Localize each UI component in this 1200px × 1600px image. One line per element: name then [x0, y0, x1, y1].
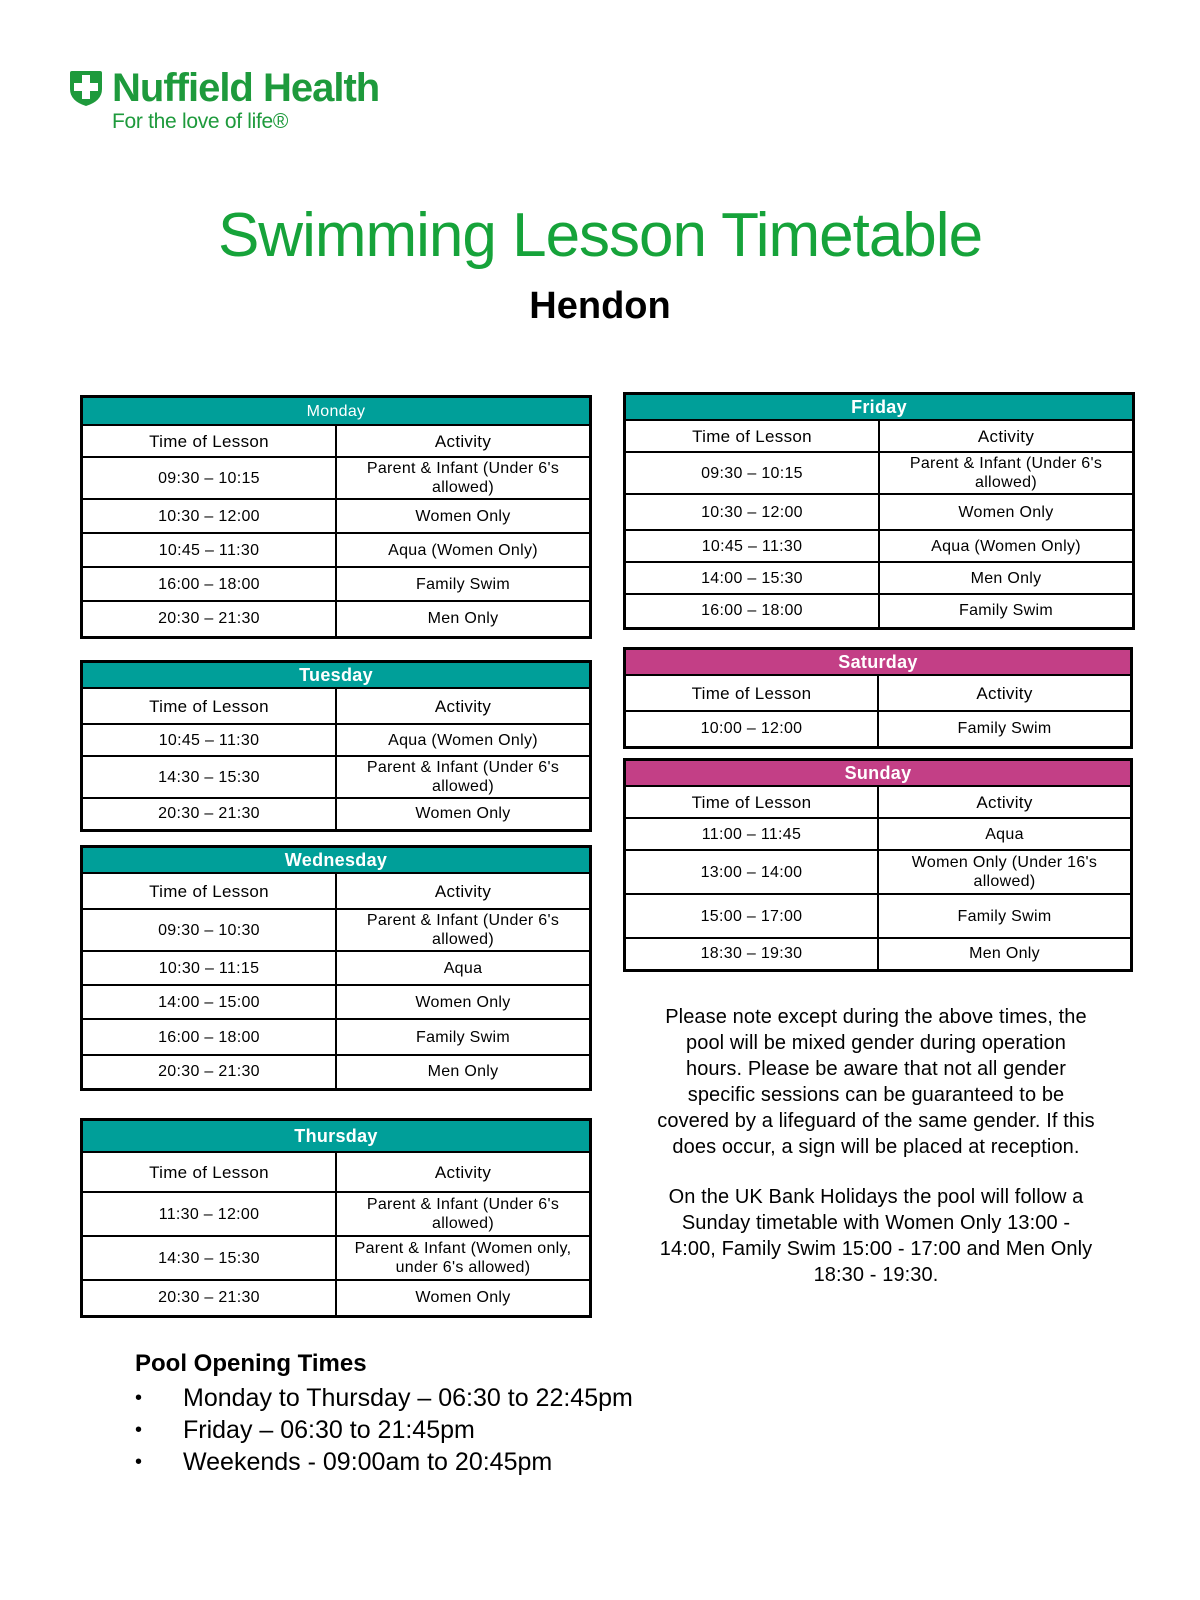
- lesson-time: 13:00 – 14:00: [625, 850, 879, 894]
- bullet-icon: •: [135, 1451, 143, 1473]
- lesson-time: 20:30 – 21:30: [82, 798, 337, 830]
- lesson-activity: Parent & Infant (Under 6's allowed): [336, 1192, 591, 1236]
- thursday-table: [80, 1118, 592, 1318]
- day-header: Friday: [625, 394, 1134, 421]
- table-row: [82, 951, 591, 985]
- opening-time-text: Friday – 06:30 to 21:45pm: [183, 1416, 475, 1444]
- day-header: Tuesday: [82, 662, 591, 689]
- mixed-gender-note: Please note except during the above times, the pool will be mixed gender during operation hours. Please be aware that not all gender specific sessions can be guaranteed to be covered by a lifeguard of the same gender. If this does occur, a sign will be placed at reception.: [657, 1006, 1095, 1158]
- lesson-time: 16:00 – 18:00: [82, 567, 337, 601]
- lesson-activity: Women Only: [336, 985, 591, 1019]
- lesson-activity: Parent & Infant (Under 6's allowed): [336, 756, 591, 798]
- page-subtitle: Hendon: [529, 285, 671, 327]
- table-row: [625, 850, 1132, 894]
- lesson-activity: Men Only: [879, 562, 1134, 594]
- lesson-time: 10:30 – 12:00: [625, 494, 880, 530]
- lesson-activity: Aqua (Women Only): [879, 530, 1134, 562]
- table-row: [625, 494, 1134, 530]
- column-header-activity: Activity: [879, 420, 1134, 452]
- lesson-activity: Women Only: [336, 798, 591, 830]
- lesson-activity: Family Swim: [878, 711, 1132, 747]
- monday-table: [80, 395, 592, 639]
- table-row: [625, 711, 1132, 747]
- lesson-time: 14:30 – 15:30: [82, 756, 337, 798]
- table-row: [82, 909, 591, 951]
- sunday-table: [623, 758, 1133, 972]
- column-header-activity: Activity: [878, 786, 1132, 818]
- day-header: Saturday: [625, 649, 1132, 676]
- notes-block: [656, 1004, 1096, 1312]
- table-row: [625, 894, 1132, 938]
- lesson-activity: Men Only: [878, 938, 1132, 970]
- bullet-icon: •: [135, 1419, 143, 1441]
- column-header-activity: Activity: [336, 688, 591, 724]
- nuffield-cross-icon: [68, 69, 104, 107]
- lesson-time: 10:30 – 11:15: [82, 951, 337, 985]
- lesson-activity: Men Only: [336, 601, 591, 637]
- column-header-time: Time of Lesson: [625, 420, 880, 452]
- lesson-activity: Aqua (Women Only): [336, 533, 591, 567]
- lesson-activity: Women Only: [336, 1280, 591, 1316]
- column-header-activity: Activity: [336, 425, 591, 457]
- lesson-time: 10:00 – 12:00: [625, 711, 879, 747]
- column-header-activity: Activity: [878, 675, 1132, 711]
- lesson-activity: Aqua (Women Only): [336, 724, 591, 756]
- opening-times-heading: Pool Opening Times: [135, 1350, 367, 1377]
- day-header: Sunday: [625, 760, 1132, 787]
- lesson-activity: Parent & Infant (Under 6's allowed): [336, 457, 591, 499]
- logo-name: Nuffield Health: [112, 66, 380, 110]
- lesson-time: 20:30 – 21:30: [82, 601, 337, 637]
- table-row: [82, 1280, 591, 1316]
- lesson-activity: Family Swim: [336, 567, 591, 601]
- lesson-time: 10:30 – 12:00: [82, 499, 337, 533]
- lesson-time: 14:00 – 15:00: [82, 985, 337, 1019]
- list-item: [135, 1382, 633, 1414]
- lesson-activity: Parent & Infant (Women only, under 6's allowed): [336, 1236, 591, 1280]
- lesson-activity: Women Only: [336, 499, 591, 533]
- column-header-time: Time of Lesson: [82, 425, 337, 457]
- table-row: [625, 594, 1134, 628]
- table-row: [82, 798, 591, 830]
- lesson-time: 09:30 – 10:15: [625, 452, 880, 494]
- column-header-time: Time of Lesson: [82, 873, 337, 909]
- lesson-activity: Family Swim: [878, 894, 1132, 938]
- bullet-icon: •: [135, 1387, 143, 1409]
- saturday-table: [623, 647, 1133, 749]
- logo-tagline: For the love of life®: [112, 110, 289, 133]
- lesson-time: 11:30 – 12:00: [82, 1192, 337, 1236]
- table-row: [82, 499, 591, 533]
- day-header: Thursday: [82, 1120, 591, 1153]
- lesson-activity: Parent & Infant (Under 6's allowed): [336, 909, 591, 951]
- table-row: [82, 1236, 591, 1280]
- wednesday-table: [80, 845, 592, 1091]
- lesson-activity: Aqua: [878, 818, 1132, 850]
- table-row: [82, 567, 591, 601]
- table-row: [82, 756, 591, 798]
- lesson-time: 14:30 – 15:30: [82, 1236, 337, 1280]
- column-header-time: Time of Lesson: [82, 688, 337, 724]
- column-header-time: Time of Lesson: [625, 786, 879, 818]
- table-row: [82, 1055, 591, 1089]
- lesson-time: 10:45 – 11:30: [82, 724, 337, 756]
- lesson-time: 09:30 – 10:30: [82, 909, 337, 951]
- nuffield-logo: [68, 66, 379, 134]
- page-title: Swimming Lesson Timetable: [217, 201, 983, 270]
- day-header: Wednesday: [82, 847, 591, 874]
- table-row: [82, 1019, 591, 1055]
- lesson-time: 09:30 – 10:15: [82, 457, 337, 499]
- friday-table: [623, 392, 1135, 630]
- column-header-activity: Activity: [336, 873, 591, 909]
- table-row: [625, 452, 1134, 494]
- lesson-time: 14:00 – 15:30: [625, 562, 880, 594]
- table-row: [625, 818, 1132, 850]
- table-row: [82, 985, 591, 1019]
- lesson-time: 15:00 – 17:00: [625, 894, 879, 938]
- column-header-activity: Activity: [336, 1152, 591, 1192]
- opening-time-text: Monday to Thursday – 06:30 to 22:45pm: [183, 1384, 633, 1412]
- table-row: [625, 562, 1134, 594]
- table-row: [625, 938, 1132, 970]
- lesson-activity: Aqua: [336, 951, 591, 985]
- lesson-activity: Women Only: [879, 494, 1134, 530]
- lesson-activity: Women Only (Under 16's allowed): [878, 850, 1132, 894]
- list-item: [135, 1414, 633, 1446]
- list-item: [135, 1446, 633, 1478]
- day-header: Monday: [82, 397, 591, 426]
- lesson-time: 20:30 – 21:30: [82, 1055, 337, 1089]
- column-header-time: Time of Lesson: [82, 1152, 337, 1192]
- lesson-activity: Parent & Infant (Under 6's allowed): [879, 452, 1134, 494]
- table-row: [82, 457, 591, 499]
- opening-time-text: Weekends - 09:00am to 20:45pm: [183, 1448, 553, 1476]
- pool-opening-times: [135, 1348, 633, 1478]
- table-row: [82, 1192, 591, 1236]
- table-row: [82, 724, 591, 756]
- tuesday-table: [80, 660, 592, 832]
- lesson-time: 16:00 – 18:00: [82, 1019, 337, 1055]
- lesson-activity: Family Swim: [336, 1019, 591, 1055]
- bank-holiday-note: On the UK Bank Holidays the pool will follow a Sunday timetable with Women Only 13:00 - 14:00, Family Swim 15:00 - 17:00 and Men Only 18:30 - 19:30.: [659, 1186, 1093, 1286]
- table-row: [625, 530, 1134, 562]
- lesson-time: 16:00 – 18:00: [625, 594, 880, 628]
- lesson-time: 18:30 – 19:30: [625, 938, 879, 970]
- table-row: [82, 533, 591, 567]
- lesson-time: 11:00 – 11:45: [625, 818, 879, 850]
- opening-times-list: [135, 1382, 633, 1478]
- lesson-time: 20:30 – 21:30: [82, 1280, 337, 1316]
- lesson-activity: Men Only: [336, 1055, 591, 1089]
- lesson-time: 10:45 – 11:30: [82, 533, 337, 567]
- table-row: [82, 601, 591, 637]
- column-header-time: Time of Lesson: [625, 675, 879, 711]
- lesson-time: 10:45 – 11:30: [625, 530, 880, 562]
- lesson-activity: Family Swim: [879, 594, 1134, 628]
